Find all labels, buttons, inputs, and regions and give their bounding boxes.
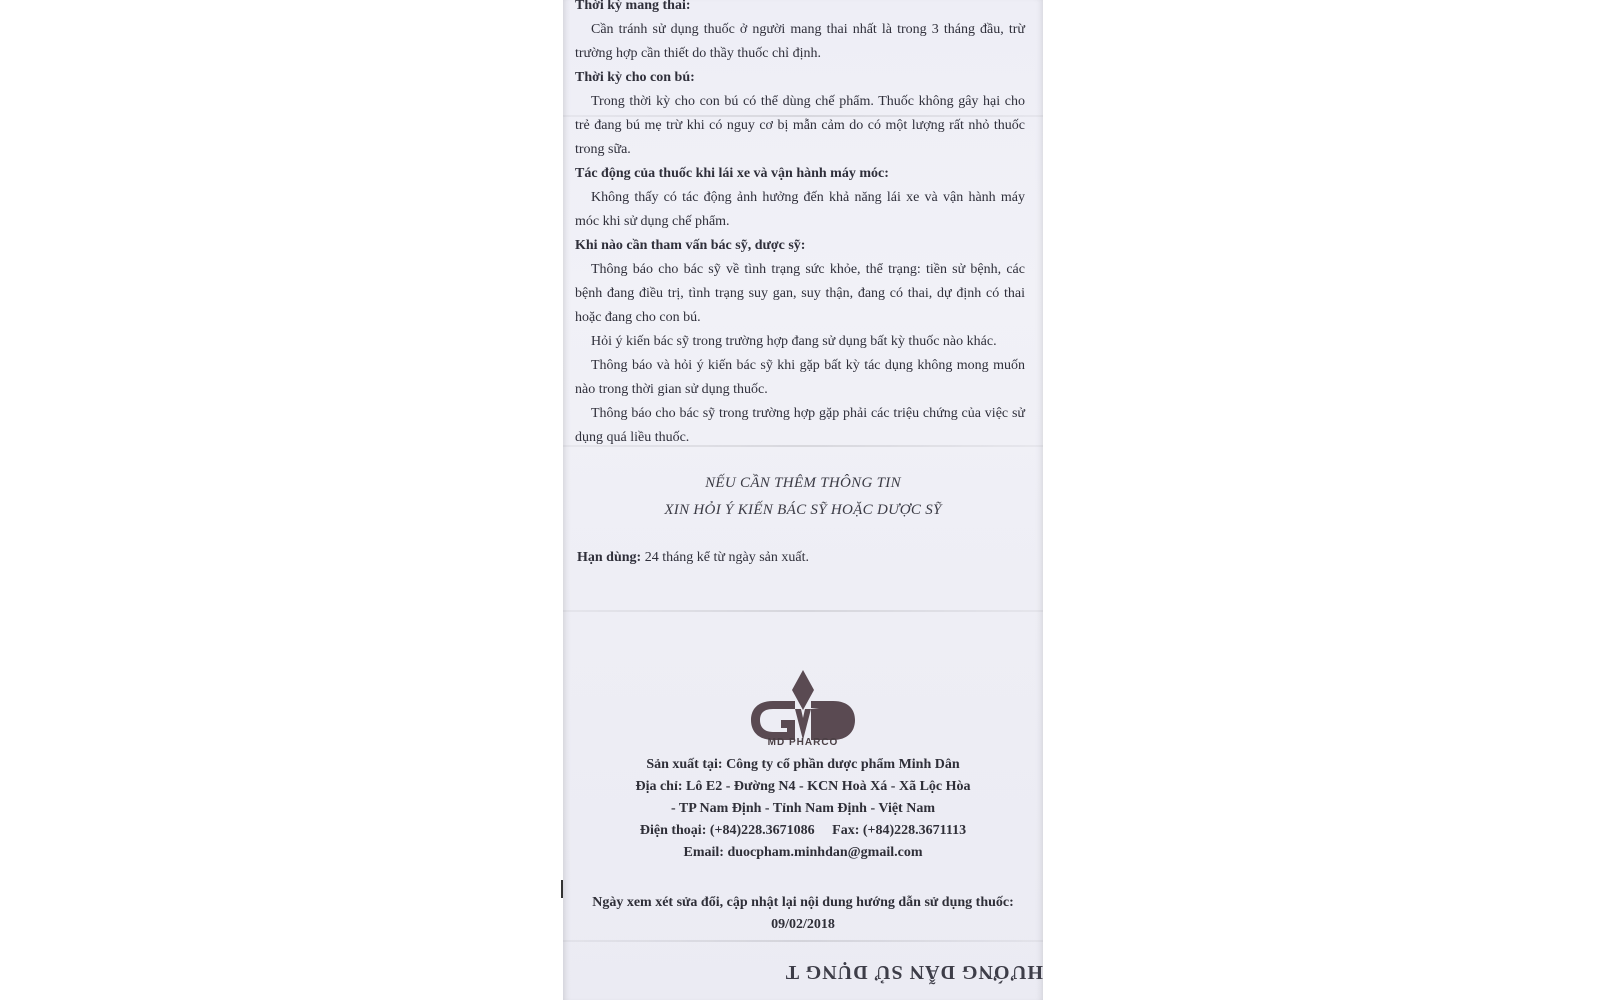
manufacturer-line: Điện thoại: (+84)228.3671086 Fax: (+84)228.3671113	[639, 823, 967, 838]
paragraph: Thông báo cho bác sỹ về tình trạng sức khỏe, thể trạng: tiền sử bệnh, các bệnh đang điều trị, tình trạng suy gan, suy thận, đang có thai, dự định có thai hoặc đang cho con bú.	[575, 262, 1025, 325]
paragraph: Cần tránh sử dụng thuốc ở người mang thai nhất là trong 3 tháng đầu, trừ trường hợp cần thiết do thầy thuốc chỉ định.	[575, 22, 1025, 61]
manufacturer-line: Email: duocpham.minhdan@gmail.com	[683, 845, 923, 860]
more-info-line-1: NẾU CẦN THÊM THÔNG TIN	[705, 475, 901, 491]
paragraph: Hỏi ý kiến bác sỹ trong trường hợp đang sử dụng bất kỳ thuốc nào khác.	[591, 334, 997, 349]
manufacturer-line: Địa chỉ: Lô E2 - Đường N4 - KCN Hoà Xá - Xã Lộc Hòa	[635, 779, 971, 794]
section-heading: Thời kỳ mang thai:	[575, 0, 691, 13]
manufacturer-line: - TP Nam Định - Tỉnh Nam Định - Việt Nam	[671, 801, 935, 816]
expiry-label: Hạn dùng:	[577, 550, 642, 565]
mirrored-footer-text: HƯỚNG DẪN SỬ DỤNG T	[784, 961, 1043, 983]
brand-name: MD PHARCO	[767, 737, 839, 748]
section-heading: Tác động của thuốc khi lái xe và vận hành máy móc:	[575, 166, 889, 181]
manufacturer-line: Sản xuất tại: Công ty cổ phần dược phẩm Minh Dân	[646, 757, 960, 772]
leaflet-sheet	[563, 0, 1043, 1000]
more-info-line-2: XIN HỎI Ý KIẾN BÁC SỸ HOẶC DƯỢC SỸ	[664, 502, 942, 518]
review-label: Ngày xem xét sửa đổi, cập nhật lại nội dung hướng dẫn sử dụng thuốc:	[592, 895, 1014, 910]
section-heading: Thời kỳ cho con bú:	[575, 70, 695, 85]
section-heading: Khi nào cần tham vấn bác sỹ, dược sỹ:	[575, 238, 806, 253]
paragraph: Không thấy có tác động ảnh hưởng đến khả năng lái xe và vận hành máy móc khi sử dụng chế phẩm.	[575, 190, 1025, 229]
expiry-value: 24 tháng kể từ ngày sản xuất.	[644, 550, 809, 565]
manufacturer-info	[563, 754, 1043, 864]
paragraph: Thông báo cho bác sỹ trong trường hợp gặp phải các triệu chứng của việc sử dụng quá liều thuốc.	[575, 406, 1025, 445]
review-value: 09/02/2018	[771, 917, 835, 932]
paragraph: Trong thời kỳ cho con bú có thể dùng chế phẩm. Thuốc không gây hại cho trẻ đang bú mẹ trừ khi có nguy cơ bị mẫn cảm do có một lượng rất nhỏ thuốc trong sữa.	[575, 94, 1025, 157]
fold-line	[563, 610, 1043, 612]
edge-mark	[561, 880, 563, 898]
leaflet-body	[575, 0, 1025, 450]
paragraph: Thông báo và hỏi ý kiến bác sỹ khi gặp bất kỳ tác dụng không mong muốn nào trong thời gian sử dụng thuốc.	[575, 358, 1025, 397]
fold-line	[563, 940, 1043, 942]
review-date	[563, 892, 1043, 936]
expiry	[577, 550, 809, 566]
